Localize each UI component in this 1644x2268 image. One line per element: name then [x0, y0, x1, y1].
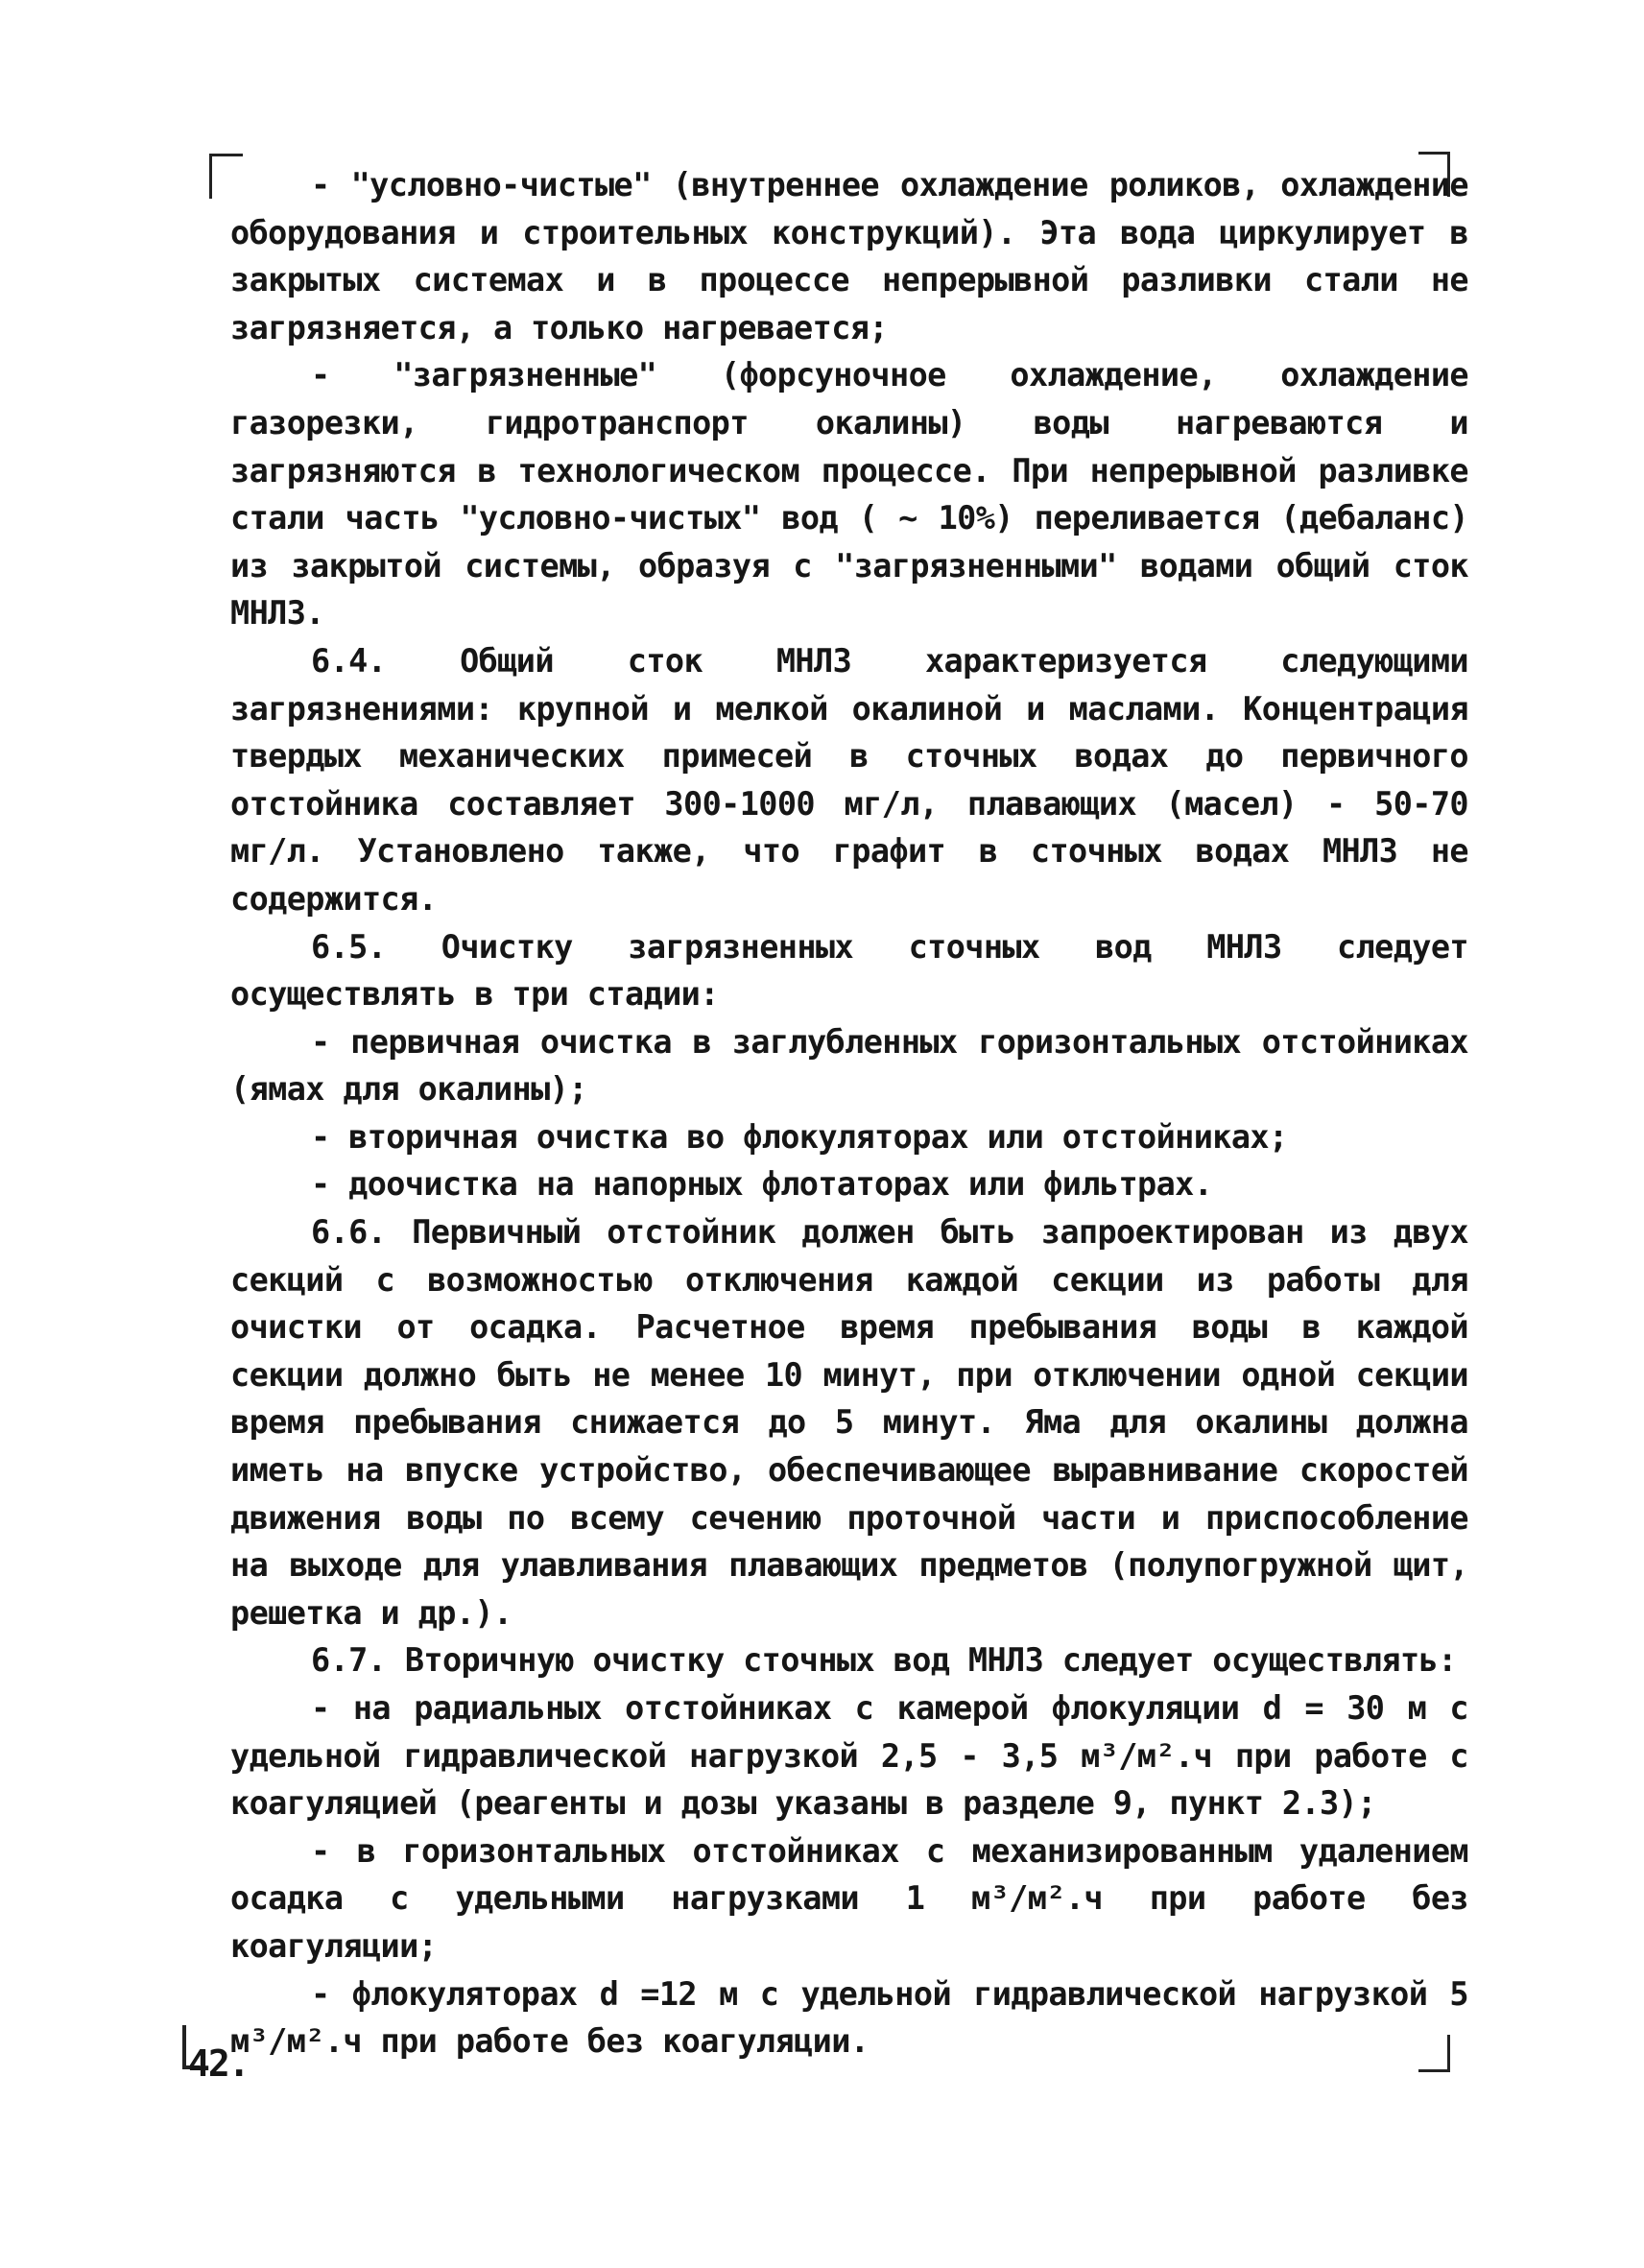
paragraph-6-6: 6.6. Первичный отстойник должен быть запроектирован из двух секций с возможностью отключения каждой секции из работы для очистки от осадка. Расчетное время пребывания воды в каждой секции должно быть не менее 10 минут, при отключении одной секции время пребывания снижается до 5 минут. Яма для окалины должна иметь на впуске устройство, обеспечивающее выравнивание скоростей движения воды по всему сечению проточной части и приспособление на выходе для улавливания плавающих предметов (полупогружной щит, решетка и др.).: [230, 1213, 1468, 1632]
body-text: [230, 161, 1468, 2065]
paragraph-6-7: 6.7. Вторичную очистку сточных вод МНЛЗ следует осуществлять:: [311, 1641, 1457, 1680]
list-item-secondary-cleaning: - вторичная очистка во флокуляторах или отстойниках;: [311, 1117, 1288, 1156]
page-number: 42.: [188, 2042, 249, 2085]
paragraph-contaminated: - "загрязненные" (форсуночное охлаждение, охлаждение газорезки, гидротранспорт окалины) воды нагреваются и загрязняются в технологическом процессе. При непрерывной разливке стали часть "условно-чистых" вод ( ~ 10%) переливается (дебаланс) из закрытой системы, образуя с "загрязненными" водами общий сток МНЛЗ.: [230, 356, 1468, 633]
paragraph-conditionally-clean: - "условно-чистые" (внутреннее охлаждение роликов, охлаждение оборудования и строительных конструкций). Эта вода циркулирует в закрытых системах и в процессе непрерывной разливки стали не загрязняется, а только нагревается;: [230, 166, 1468, 346]
paragraph-6-5: 6.5. Очистку загрязненных сточных вод МНЛЗ следует осуществлять в три стадии:: [230, 927, 1468, 1014]
list-item-radial-settlers: - на радиальных отстойниках с камерой флокуляции d = 30 м с удельной гидравлической нагрузкой 2,5 - 3,5 м³/м².ч при работе с коагуляцией (реагенты и дозы указаны в разделе 9, пункт 2.3);: [230, 1689, 1468, 1823]
list-item-flocculators: - флокуляторах d =12 м с удельной гидравлической нагрузкой 5 м³/м².ч при работе без коагуляции.: [230, 1974, 1468, 2061]
list-item-primary-cleaning: - первичная очистка в заглубленных горизонтальных отстойниках (ямах для окалины);: [230, 1022, 1468, 1109]
list-item-horizontal-settlers: - в горизонтальных отстойниках с механизированным удалением осадка с удельными нагрузками 1 м³/м².ч при работе без коагуляции;: [230, 1831, 1468, 1965]
list-item-post-treatment: - доочистка на напорных флотаторах или фильтрах.: [311, 1165, 1213, 1204]
paragraph-6-4: 6.4. Общий сток МНЛЗ характеризуется следующими загрязнениями: крупной и мелкой окалиной и маслами. Концентрация твердых механических примесей в сточных водах до первичного отстойника составляет 300-1000 мг/л, плавающих (масел) - 50-70 мг/л. Установлено также, что графит в сточных водах МНЛЗ не содержится.: [230, 641, 1468, 918]
